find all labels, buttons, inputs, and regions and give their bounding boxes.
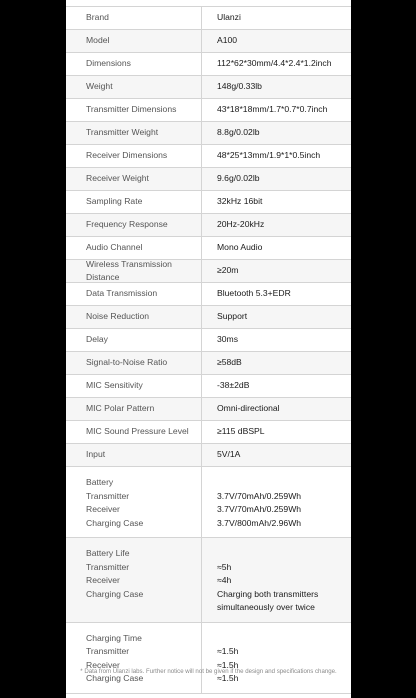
spec-label: Sampling Rate bbox=[66, 191, 202, 213]
group-label: Transmitter bbox=[86, 490, 130, 501]
spec-label: Transmitter Dimensions bbox=[66, 99, 202, 121]
spec-value: Omni-directional bbox=[217, 403, 280, 414]
spec-group-battery bbox=[66, 467, 351, 538]
group-label: Charging Case bbox=[86, 517, 144, 528]
spec-value: -38±2dB bbox=[217, 380, 250, 391]
spec-value: 148g/0.33lb bbox=[217, 81, 262, 92]
group-label: Charging Case bbox=[86, 588, 144, 599]
spec-value: A100 bbox=[217, 35, 238, 46]
spec-value: 112*62*30mm/4.4*2.4*1.2inch bbox=[217, 58, 332, 69]
spec-row-wireless-distance bbox=[66, 260, 351, 283]
spec-row-mic-spl bbox=[66, 421, 351, 444]
group-label: Receiver bbox=[86, 659, 120, 670]
spec-row-model bbox=[66, 30, 351, 53]
spec-row-mic-polar-pattern bbox=[66, 398, 351, 421]
group-value: Charging both transmitters simultaneously over twice bbox=[217, 588, 319, 612]
spec-row-transmitter-dimensions bbox=[66, 99, 351, 122]
spec-value: 48*25*13mm/1.9*1*0.5inch bbox=[217, 150, 321, 161]
spec-value: 9.6g/0.02lb bbox=[217, 173, 260, 184]
spec-row-receiver-weight bbox=[66, 168, 351, 191]
spec-label: Delay bbox=[66, 329, 202, 351]
spec-table bbox=[66, 6, 351, 694]
spec-row-weight bbox=[66, 76, 351, 99]
spec-group-labels bbox=[66, 538, 202, 622]
spec-row-input bbox=[66, 444, 351, 467]
spec-label: Input bbox=[66, 444, 202, 466]
spec-label: Model bbox=[66, 30, 202, 52]
group-label: Transmitter bbox=[86, 646, 130, 656]
spec-row-brand bbox=[66, 7, 351, 30]
spec-group-battery-life bbox=[66, 538, 351, 623]
spec-value: Support bbox=[217, 311, 248, 322]
spec-value: 43*18*18mm/1.7*0.7*0.7inch bbox=[217, 104, 328, 115]
spec-label: Signal-to-Noise Ratio bbox=[66, 352, 202, 374]
spec-label: Transmitter Weight bbox=[66, 122, 202, 144]
spec-value: ≥58dB bbox=[217, 357, 242, 368]
spec-row-sampling-rate bbox=[66, 191, 351, 214]
spec-value: ≥20m bbox=[217, 265, 239, 276]
spec-label: MIC Polar Pattern bbox=[66, 398, 202, 420]
group-title: Charging Time bbox=[86, 632, 142, 643]
spec-value: Bluetooth 5.3+EDR bbox=[217, 288, 291, 299]
spec-value: ≥115 dBSPL bbox=[217, 426, 265, 437]
spec-value: 32kHz 16bit bbox=[217, 196, 263, 207]
spec-label: Dimensions bbox=[66, 53, 202, 75]
spec-label: Receiver Dimensions bbox=[66, 145, 202, 167]
spec-label: Brand bbox=[66, 7, 202, 29]
group-title: Battery Life bbox=[86, 548, 130, 558]
spec-label: Receiver Weight bbox=[66, 168, 202, 190]
spec-row-transmitter-weight bbox=[66, 122, 351, 145]
group-title: Battery bbox=[86, 477, 114, 487]
group-value: ≈5h bbox=[217, 561, 232, 572]
spec-value: Ulanzi bbox=[217, 12, 241, 23]
spec-group-labels bbox=[66, 467, 202, 537]
spec-label: Frequency Response bbox=[66, 214, 202, 236]
spec-label: Wireless Transmission Distance bbox=[66, 260, 202, 282]
footnote: * Data from Ulanzi labs. Further notice will not be given if the design and specifications change. bbox=[80, 668, 337, 675]
group-value: 3.7V/800mAh/2.96Wh bbox=[217, 517, 302, 528]
spec-label: Noise Reduction bbox=[66, 306, 202, 328]
spec-value: Mono Audio bbox=[217, 242, 263, 253]
spec-row-snr bbox=[66, 352, 351, 375]
group-label: Receiver bbox=[86, 575, 120, 585]
spec-row-delay bbox=[66, 329, 351, 352]
group-label: Transmitter bbox=[86, 561, 130, 572]
spec-label: Audio Channel bbox=[66, 237, 202, 259]
group-value: 3.7V/70mAh/0.259Wh bbox=[217, 490, 302, 501]
spec-value: 20Hz-20kHz bbox=[217, 219, 265, 230]
spec-row-mic-sensitivity bbox=[66, 375, 351, 398]
spec-label: Data Transmission bbox=[66, 283, 202, 305]
group-value: ≈4h bbox=[217, 575, 232, 585]
spec-value: 30ms bbox=[217, 334, 239, 345]
spec-label: MIC Sensitivity bbox=[66, 375, 202, 397]
spec-sheet bbox=[66, 0, 351, 698]
group-value: ≈1.5h bbox=[217, 646, 239, 656]
spec-row-data-transmission bbox=[66, 283, 351, 306]
group-label: Charging Case bbox=[86, 673, 144, 683]
spec-value: 8.8g/0.02lb bbox=[217, 127, 260, 138]
spec-label: MIC Sound Pressure Level bbox=[66, 421, 202, 443]
spec-group-values bbox=[202, 467, 351, 537]
spec-group-charging-time bbox=[66, 623, 351, 694]
group-value: ≈1.5h bbox=[217, 659, 239, 670]
spec-row-receiver-dimensions bbox=[66, 145, 351, 168]
spec-group-values bbox=[202, 538, 351, 622]
spec-label: Weight bbox=[66, 76, 202, 98]
spec-value: 5V/1A bbox=[217, 449, 241, 460]
group-value: ≈1.5h bbox=[217, 673, 239, 683]
spec-row-frequency-response bbox=[66, 214, 351, 237]
spec-row-noise-reduction bbox=[66, 306, 351, 329]
group-label: Receiver bbox=[86, 504, 120, 514]
group-value: 3.7V/70mAh/0.259Wh bbox=[217, 504, 302, 514]
spec-row-dimensions bbox=[66, 53, 351, 76]
spec-group-labels bbox=[66, 623, 202, 693]
spec-group-values bbox=[202, 623, 351, 693]
